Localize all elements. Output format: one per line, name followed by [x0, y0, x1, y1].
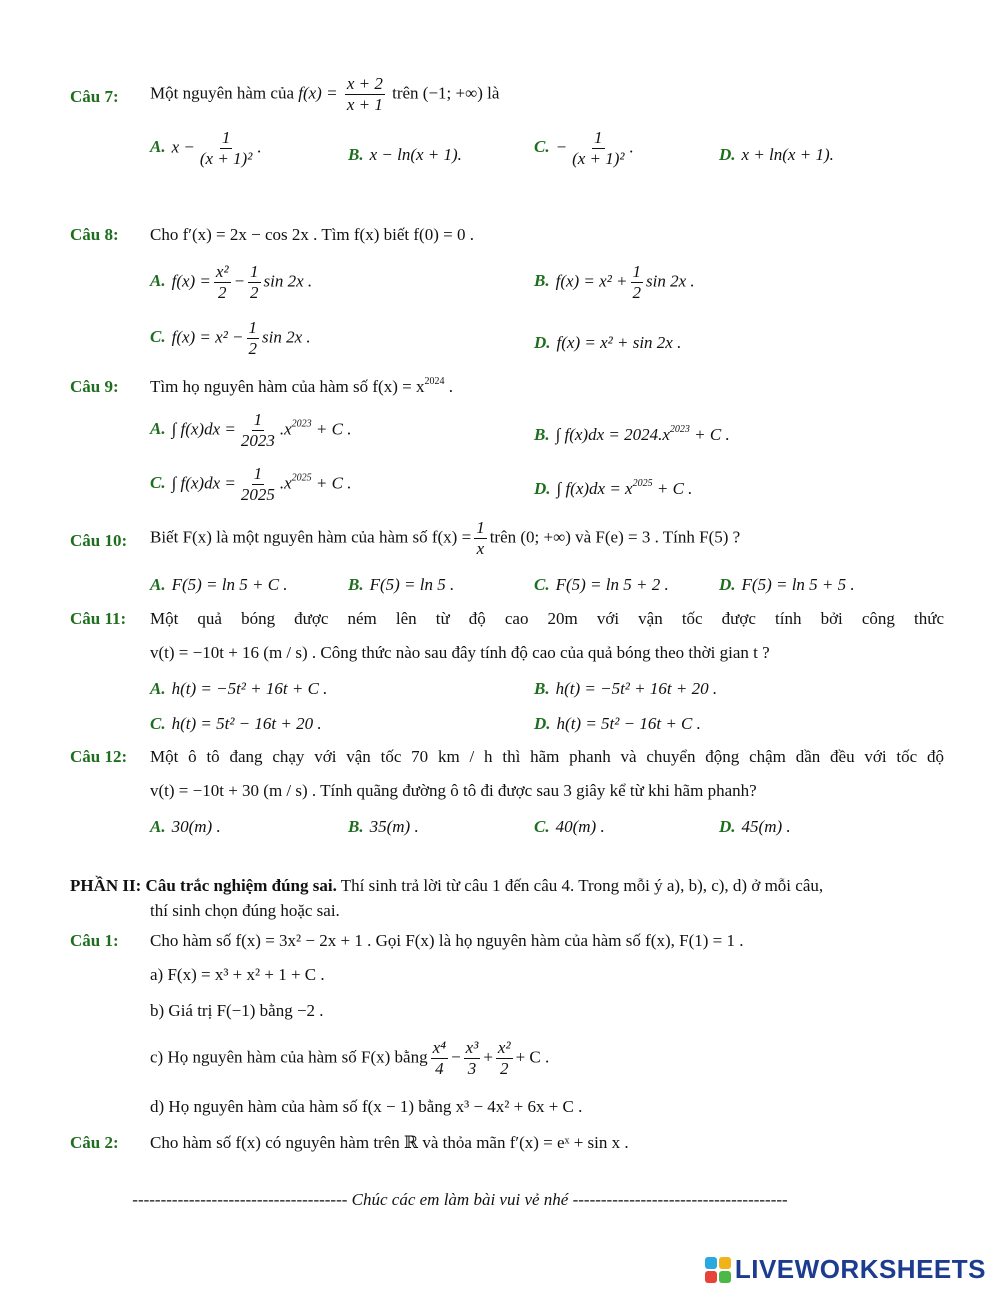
part-2-instructions: Thí sinh trả lời từ câu 1 đến câu 4. Trong mỗi ý a), b), c), d) ở mỗi câu, — [340, 876, 824, 895]
option-b[interactable]: B. 35(m) . — [348, 817, 419, 836]
part-2-heading: PHẦN II: Câu trắc nghiệm đúng sai. — [70, 876, 337, 895]
option-c[interactable]: C. ∫ f(x)dx = $\frac{1}{2025}$ $.x^{2025} + C$ . — [150, 464, 352, 504]
option-a[interactable]: A. F(5) = ln 5 + C . — [150, 575, 288, 594]
question-text: Cho f′(x) = 2x − cos 2x . Tìm f(x) biết f(0) = 0 . — [150, 225, 474, 244]
question-text: Cho hàm số f(x) = 3x² − 2x + 1 . Gọi F(x) là họ nguyên hàm của hàm số f(x), F(1) = 1 . — [150, 931, 744, 950]
question-label: Câu 1: — [70, 931, 119, 950]
option-a[interactable]: A. f(x) = $\frac{\text{x²}}{2}$ − $\frac{1}{2}$ sin 2x . — [150, 262, 313, 302]
option-a[interactable]: A. x − $\frac{1}{\text{(x + 1)²}}$ . — [150, 128, 262, 168]
question-label: Câu 11: — [70, 609, 127, 628]
option-b[interactable]: B. x − ln(x + 1). — [348, 145, 462, 164]
question-7: Câu 7: Một nguyên hàm của f(x) = $\frac{x + 2}{x + 1}$ trên (−1; +∞) là — [70, 74, 500, 114]
liveworksheets-logo — [705, 1254, 986, 1285]
question-text: Một quả bóng được ném lên từ độ cao 20m với vận tốc được tính bởi công thức — [150, 609, 944, 628]
option-d[interactable]: D. F(5) = ln 5 + 5 . — [719, 575, 855, 594]
options-8-ab — [0, 262, 1000, 312]
option-a[interactable]: A. 30(m) . — [150, 817, 221, 836]
question-text: Tìm họ nguyên hàm của hàm số $f(x) = x^{2024}$ . — [150, 376, 453, 396]
option-d[interactable]: D. h(t) = 5t² − 16t + C . — [534, 714, 701, 733]
option-c[interactable]: C. F(5) = ln 5 + 2 . — [534, 575, 669, 594]
option-d[interactable]: D. 45(m) . — [719, 817, 791, 836]
logo-icon — [705, 1257, 731, 1283]
option-b[interactable]: B. ∫ $f(x)dx = 2024.x^{2023} + C$ . — [534, 424, 730, 444]
options-8-cd — [0, 318, 1000, 368]
question-text: v(t) = −10t + 30 (m / s) . Tính quãng đường ô tô đi được sau 3 giây kể từ khi hãm phanh? — [150, 781, 757, 800]
options-9-ab — [0, 410, 1000, 460]
math: f(x) = — [298, 83, 338, 103]
question-label: Câu 7: — [70, 87, 119, 106]
option-d[interactable]: D. f(x) = x² + sin 2x . — [534, 333, 682, 352]
question-text: Cho hàm số f(x) có nguyên hàm trên ℝ và thỏa mãn f′(x) = eˣ + sin x . — [150, 1133, 629, 1152]
option-b[interactable]: B. f(x) = x² + $\frac{1}{2}$ sin 2x . — [534, 262, 695, 302]
brand-name: LIVEWORKSHEETS — [734, 1254, 986, 1284]
worksheet-page: Câu 7: Một nguyên hàm của f(x) = $\frac{x + 2}{x + 1}$ trên (−1; +∞) là A. x − $\frac{1}{\text{(x + 1)²}}$ . B. x − ln(x + 1). C. − $\frac{1}{\text{(x + 1)²}}$ . D. x + ln(x + 1). Câu 8: Cho f′(x) = 2x − cos 2x . Tìm f(x) biết f(0) = 0 . A. f(x) = $\frac{\text{x²}}{2}$ − $\frac{1}{2}$ sin 2x . B. f(x) = x² + $\frac{1}{2}$ sin 2x . C. f(x) = x² − $\frac{1}{2}$ sin 2x . D. f(x) = x² + sin 2x . Câu 9: Tìm họ nguyên hàm của hàm số $f(x) = x^{2024}$ . A. ∫ f(x)dx = $\frac{1}{2023}$ $.x^{2023} + C$ . B. ∫ $f(x)dx = 2024.x^{2023} + C$ . C. ∫ f(x)dx = $\frac{1}{2025}$ $.x^{2025} + C$ . D. ∫ $f(x)dx = x^{2025} + C$ . Câu 10: Biết F(x) là một nguyên hàm của hàm số f(x) = $\frac{1}{x}$ trên (0; +∞) và F(e) = 3 . Tính F(5) ? A. F(5) = ln 5 + C . B. F(5) = ln 5 . C. F(5) = ln 5 + 2 . D. F(5) = ln 5 + 5 . Câu 11: Một quả bóng được ném lên từ độ cao 20m với vận tốc được tính bởi công thức v(t) = −10t + 16 (m / s) . Công thức nào sau đây tính độ cao của quả bóng theo thời gian t ? A. h(t) = −5t² + 16t + C . B. h(t) = −5t² + 16t + 20 . C. h(t) = 5t² − 16t + 20 . D. h(t) = 5t² − 16t + C . Câu 12: Một ô tô đang chạy với vận tốc 70 km / h thì hãm phanh và chuyển động chậm dần đều với tốc độ v(t) = −10t + 30 (m / s) . Tính quãng đường ô tô đi được sau 3 giây kể từ khi hãm phanh? A. 30(m) . B. 35(m) . C. 40(m) . D. 45(m) . PHẦN II: Câu trắc nghiệm đúng sai. Thí sinh trả lời từ câu 1 đến câu 4. Trong mỗi ý a), b), c), d) ở mỗi câu, thí sinh chọn đúng hoặc sai. Câu 1: Cho hàm số f(x) = 3x² − 2x + 1 . Gọi F(x) là họ nguyên hàm của hàm số f(x), F(1) = 1 . a) F(x) = x³ + x² + 1 + C . b) Giá trị F(−1) bằng −2 . c) Họ nguyên hàm của hàm số F(x) bằng $\frac{\text{x⁴}}{4}$ − $\frac{\text{x³}}{3}$ + $\frac{\text{x²}}{2}$ + C . d) Họ nguyên hàm của hàm số f(x − 1) bằng x³ − 4x² + 6x + C . Câu 2: Cho hàm số f(x) có nguyên hàm trên ℝ và thỏa mãn f′(x) = eˣ + sin x . -------------------------------------- Chúc các em làm bài vui vẻ nhé -------------------------------------- LIVEWORKSHEETS — [0, 0, 1000, 1294]
footer-message: -------------------------------------- Chúc các em làm bài vui vẻ nhé -------------------------------------- — [132, 1190, 788, 1209]
option-a[interactable]: A. ∫ f(x)dx = $\frac{1}{2023}$ $.x^{2023} + C$ . — [150, 410, 352, 450]
part-2-header — [70, 874, 944, 898]
question-text: Một nguyên hàm của — [150, 83, 294, 103]
question-label: Câu 8: — [70, 225, 119, 244]
option-c[interactable]: C. − $\frac{1}{\text{(x + 1)²}}$ . — [534, 128, 634, 168]
option-d[interactable]: D. x + ln(x + 1). — [719, 145, 834, 164]
question-text: v(t) = −10t + 16 (m / s) . Công thức nào sau đây tính độ cao của quả bóng theo thời gian t ? — [150, 643, 770, 662]
question-text: Một ô tô đang chạy với vận tốc 70 km / h thì hãm phanh và chuyển động chậm dần đều với tốc độ — [150, 747, 944, 766]
interval: (−1; +∞) — [422, 83, 483, 103]
option-c[interactable]: C. 40(m) . — [534, 817, 605, 836]
statement-c[interactable]: c) Họ nguyên hàm của hàm số F(x) bằng $\frac{\text{x⁴}}{4}$ − $\frac{\text{x³}}{3}$ + $\frac{\text{x²}}{2}$ + C . — [150, 1038, 550, 1078]
option-b[interactable]: B. F(5) = ln 5 . — [348, 575, 455, 594]
question-label: Câu 10: — [70, 531, 128, 550]
question-label: Câu 12: — [70, 747, 128, 766]
question-10 — [0, 518, 1000, 568]
option-d[interactable]: D. ∫ $f(x)dx = x^{2025} + C$ . — [534, 478, 693, 498]
option-c[interactable]: C. f(x) = x² − $\frac{1}{2}$ sin 2x . — [150, 318, 311, 358]
question-label: Câu 9: — [70, 377, 119, 396]
question-text: Biết F(x) là một nguyên hàm của hàm số f(x) = $\frac{1}{x}$ trên (0; +∞) và F(e) = 3 . Tính F(5) ? — [150, 518, 741, 558]
option-a[interactable]: A. h(t) = −5t² + 16t + C . — [150, 679, 328, 698]
options-7 — [0, 128, 1000, 184]
fraction: $\frac{x + 2}{x + 1}$ — [346, 74, 383, 114]
option-b[interactable]: B. h(t) = −5t² + 16t + 20 . — [534, 679, 718, 698]
option-c[interactable]: C. h(t) = 5t² − 16t + 20 . — [150, 714, 322, 733]
question-label: Câu 2: — [70, 1133, 119, 1152]
options-9-cd — [0, 464, 1000, 514]
